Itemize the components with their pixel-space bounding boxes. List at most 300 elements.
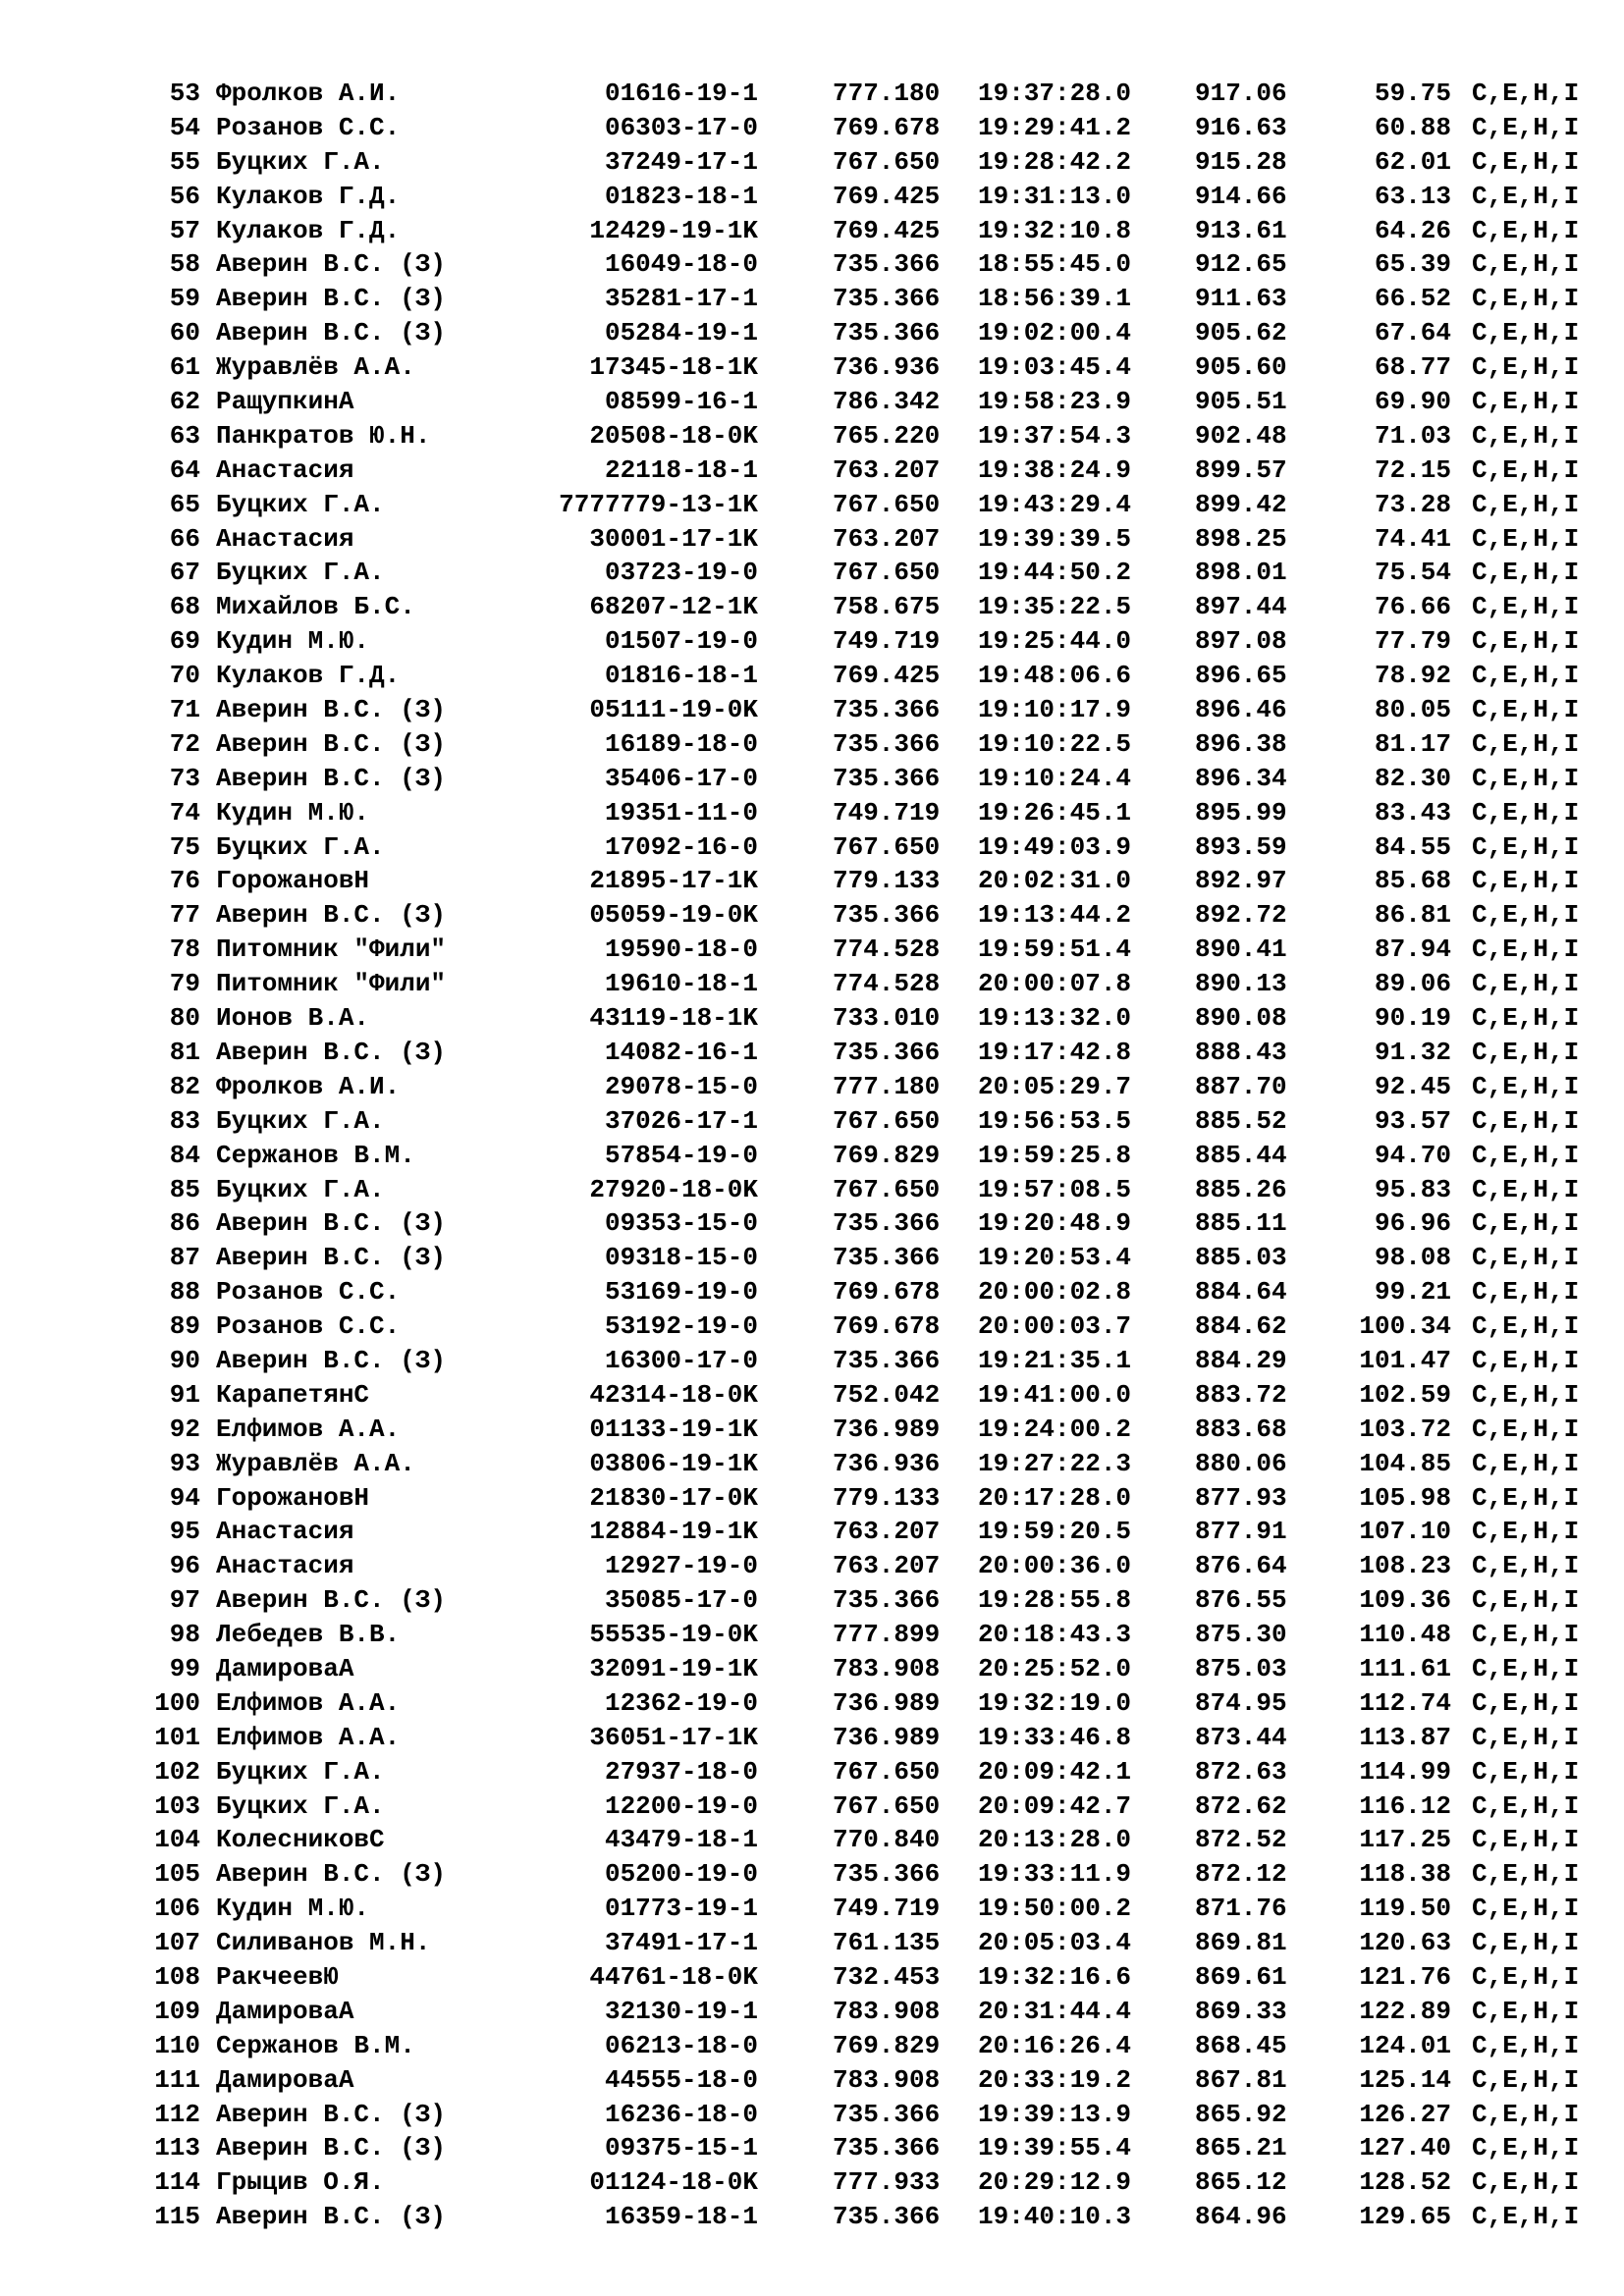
arrival-time: 19:56:53.5 xyxy=(978,1105,1132,1136)
distance: 732.453 xyxy=(833,1961,941,1992)
arrival-time: 19:40:10.3 xyxy=(978,2202,1132,2232)
coefficient-flags: C,E,H,I xyxy=(1472,1208,1580,1239)
participant-name: Розанов С.С. xyxy=(216,1311,401,1342)
distance: 735.366 xyxy=(833,284,941,314)
points: 82.30 xyxy=(1374,763,1451,793)
points: 112.74 xyxy=(1359,1687,1451,1718)
place-number: 56 xyxy=(169,181,200,211)
points: 119.50 xyxy=(1359,1894,1451,1924)
ring-number: 68207-12-1K xyxy=(589,592,758,622)
points: 75.54 xyxy=(1374,558,1451,588)
coefficient-flags: C,E,H,I xyxy=(1472,284,1580,314)
ring-number: 19351-11-0 xyxy=(604,797,758,828)
speed: 887.70 xyxy=(1195,1071,1287,1101)
participant-name: Аверин В.С. (З) xyxy=(216,728,447,759)
speed: 890.08 xyxy=(1195,1003,1287,1034)
arrival-time: 20:31:44.4 xyxy=(978,1996,1132,2026)
distance: 767.650 xyxy=(833,1756,941,1787)
distance: 786.342 xyxy=(833,387,941,417)
participant-name: Анастасия xyxy=(216,1551,354,1581)
arrival-time: 19:20:48.9 xyxy=(978,1208,1132,1239)
coefficient-flags: C,E,H,I xyxy=(1472,1379,1580,1410)
points: 80.05 xyxy=(1374,695,1451,725)
coefficient-flags: C,E,H,I xyxy=(1472,2030,1580,2060)
points: 81.17 xyxy=(1374,728,1451,759)
coefficient-flags: C,E,H,I xyxy=(1472,934,1580,965)
speed: 911.63 xyxy=(1195,284,1287,314)
participant-name: Силиванов М.Н. xyxy=(216,1928,431,1958)
ring-number: 16359-18-1 xyxy=(604,2202,758,2232)
ring-number: 01616-19-1 xyxy=(604,79,758,108)
distance: 758.675 xyxy=(833,592,941,622)
distance: 769.425 xyxy=(833,215,941,245)
points: 63.13 xyxy=(1374,181,1451,211)
distance: 774.528 xyxy=(833,969,941,999)
place-number: 85 xyxy=(169,1174,200,1204)
participant-name: Елфимов А.А. xyxy=(216,1722,401,1752)
speed: 877.91 xyxy=(1195,1517,1287,1547)
place-number: 72 xyxy=(169,728,200,759)
points: 105.98 xyxy=(1359,1482,1451,1513)
place-number: 105 xyxy=(154,1859,200,1890)
coefficient-flags: C,E,H,I xyxy=(1472,112,1580,142)
coefficient-flags: C,E,H,I xyxy=(1472,626,1580,657)
ring-number: 12429-19-1K xyxy=(589,215,758,245)
points: 76.66 xyxy=(1374,592,1451,622)
points: 103.72 xyxy=(1359,1414,1451,1444)
points: 104.85 xyxy=(1359,1448,1451,1478)
participant-name: Буцких Г.А. xyxy=(216,1756,385,1787)
coefficient-flags: C,E,H,I xyxy=(1472,1551,1580,1581)
arrival-time: 19:58:23.9 xyxy=(978,387,1132,417)
coefficient-flags: C,E,H,I xyxy=(1472,1928,1580,1958)
place-number: 62 xyxy=(169,387,200,417)
points: 101.47 xyxy=(1359,1345,1451,1375)
arrival-time: 18:55:45.0 xyxy=(978,249,1132,280)
participant-name: Анастасия xyxy=(216,454,354,485)
arrival-time: 19:39:39.5 xyxy=(978,523,1132,554)
arrival-time: 19:48:06.6 xyxy=(978,661,1132,691)
distance: 735.366 xyxy=(833,1859,941,1890)
ring-number: 7777779-13-1K xyxy=(559,489,758,519)
points: 67.64 xyxy=(1374,318,1451,348)
place-number: 99 xyxy=(169,1653,200,1683)
speed: 885.44 xyxy=(1195,1140,1287,1170)
distance: 767.650 xyxy=(833,831,941,862)
participant-name: КолесниковС xyxy=(216,1825,385,1855)
speed: 872.12 xyxy=(1195,1859,1287,1890)
distance: 767.650 xyxy=(833,489,941,519)
participant-name: Аверин В.С. (З) xyxy=(216,318,447,348)
arrival-time: 19:10:17.9 xyxy=(978,695,1132,725)
speed: 868.45 xyxy=(1195,2030,1287,2060)
points: 69.90 xyxy=(1374,387,1451,417)
points: 96.96 xyxy=(1374,1208,1451,1239)
participant-name: Аверин В.С. (З) xyxy=(216,695,447,725)
distance: 769.678 xyxy=(833,112,941,142)
distance: 767.650 xyxy=(833,1174,941,1204)
participant-name: Аверин В.С. (З) xyxy=(216,1208,447,1239)
place-number: 90 xyxy=(169,1345,200,1375)
place-number: 94 xyxy=(169,1482,200,1513)
arrival-time: 19:59:51.4 xyxy=(978,934,1132,965)
participant-name: Ионов В.А. xyxy=(216,1003,370,1034)
place-number: 98 xyxy=(169,1620,200,1650)
coefficient-flags: C,E,H,I xyxy=(1472,763,1580,793)
speed: 865.92 xyxy=(1195,2099,1287,2129)
points: 89.06 xyxy=(1374,969,1451,999)
place-number: 54 xyxy=(169,112,200,142)
coefficient-flags: C,E,H,I xyxy=(1472,420,1580,451)
speed: 905.62 xyxy=(1195,318,1287,348)
speed: 884.29 xyxy=(1195,1345,1287,1375)
arrival-time: 19:17:42.8 xyxy=(978,1037,1132,1067)
participant-name: Михайлов Б.С. xyxy=(216,592,415,622)
coefficient-flags: C,E,H,I xyxy=(1472,489,1580,519)
coefficient-flags: C,E,H,I xyxy=(1472,523,1580,554)
points: 127.40 xyxy=(1359,2133,1451,2163)
distance: 777.180 xyxy=(833,1071,941,1101)
place-number: 109 xyxy=(154,1996,200,2026)
participant-name: ДамироваА xyxy=(216,2064,354,2095)
speed: 883.68 xyxy=(1195,1414,1287,1444)
coefficient-flags: C,E,H,I xyxy=(1472,454,1580,485)
arrival-time: 19:38:24.9 xyxy=(978,454,1132,485)
arrival-time: 20:05:03.4 xyxy=(978,1928,1132,1958)
place-number: 84 xyxy=(169,1140,200,1170)
coefficient-flags: C,E,H,I xyxy=(1472,215,1580,245)
coefficient-flags: C,E,H,I xyxy=(1472,79,1580,108)
speed: 864.96 xyxy=(1195,2202,1287,2232)
coefficient-flags: C,E,H,I xyxy=(1472,1448,1580,1478)
arrival-time: 19:32:10.8 xyxy=(978,215,1132,245)
points: 120.63 xyxy=(1359,1928,1451,1958)
speed: 912.65 xyxy=(1195,249,1287,280)
distance: 735.366 xyxy=(833,2099,941,2129)
points: 113.87 xyxy=(1359,1722,1451,1752)
participant-name: Буцких Г.А. xyxy=(216,489,385,519)
ring-number: 05200-19-0 xyxy=(604,1859,758,1890)
points: 92.45 xyxy=(1374,1071,1451,1101)
speed: 885.03 xyxy=(1195,1243,1287,1273)
points: 91.32 xyxy=(1374,1037,1451,1067)
points: 102.59 xyxy=(1359,1379,1451,1410)
ring-number: 43119-18-1K xyxy=(589,1003,758,1034)
points: 62.01 xyxy=(1374,146,1451,177)
speed: 883.72 xyxy=(1195,1379,1287,1410)
ring-number: 16049-18-0 xyxy=(604,249,758,280)
participant-name: Елфимов А.А. xyxy=(216,1687,401,1718)
arrival-time: 19:26:45.1 xyxy=(978,797,1132,828)
participant-name: Аверин В.С. (З) xyxy=(216,1859,447,1890)
distance: 735.366 xyxy=(833,2202,941,2232)
arrival-time: 19:03:45.4 xyxy=(978,352,1132,383)
points: 77.79 xyxy=(1374,626,1451,657)
points: 122.89 xyxy=(1359,1996,1451,2026)
coefficient-flags: C,E,H,I xyxy=(1472,728,1580,759)
ring-number: 35281-17-1 xyxy=(604,284,758,314)
participant-name: ГорожановН xyxy=(216,1482,370,1513)
arrival-time: 20:25:52.0 xyxy=(978,1653,1132,1683)
participant-name: Фролков А.И. xyxy=(216,79,401,108)
distance: 736.936 xyxy=(833,352,941,383)
arrival-time: 19:59:25.8 xyxy=(978,1140,1132,1170)
place-number: 89 xyxy=(169,1311,200,1342)
points: 83.43 xyxy=(1374,797,1451,828)
arrival-time: 18:56:39.1 xyxy=(978,284,1132,314)
participant-name: Аверин В.С. (З) xyxy=(216,1037,447,1067)
arrival-time: 19:13:44.2 xyxy=(978,900,1132,931)
coefficient-flags: C,E,H,I xyxy=(1472,1756,1580,1787)
distance: 735.366 xyxy=(833,1585,941,1616)
place-number: 112 xyxy=(154,2099,200,2129)
participant-name: Елфимов А.А. xyxy=(216,1414,401,1444)
participant-name: Питомник "Фили" xyxy=(216,969,447,999)
points: 99.21 xyxy=(1374,1277,1451,1308)
place-number: 97 xyxy=(169,1585,200,1616)
speed: 865.21 xyxy=(1195,2133,1287,2163)
ring-number: 55535-19-0K xyxy=(589,1620,758,1650)
speed: 871.76 xyxy=(1195,1894,1287,1924)
arrival-time: 19:32:19.0 xyxy=(978,1687,1132,1718)
coefficient-flags: C,E,H,I xyxy=(1472,1585,1580,1616)
place-number: 73 xyxy=(169,763,200,793)
distance: 769.829 xyxy=(833,2030,941,2060)
distance: 763.207 xyxy=(833,1517,941,1547)
speed: 875.30 xyxy=(1195,1620,1287,1650)
distance: 735.366 xyxy=(833,695,941,725)
arrival-time: 19:31:13.0 xyxy=(978,181,1132,211)
place-number: 88 xyxy=(169,1277,200,1308)
speed: 888.43 xyxy=(1195,1037,1287,1067)
points: 125.14 xyxy=(1359,2064,1451,2095)
points: 118.38 xyxy=(1359,1859,1451,1890)
place-number: 77 xyxy=(169,900,200,931)
distance: 749.719 xyxy=(833,1894,941,1924)
arrival-time: 20:17:28.0 xyxy=(978,1482,1132,1513)
distance: 783.908 xyxy=(833,2064,941,2095)
participant-name: Анастасия xyxy=(216,523,354,554)
arrival-time: 19:33:11.9 xyxy=(978,1859,1132,1890)
participant-name: Буцких Г.А. xyxy=(216,1790,385,1821)
arrival-time: 19:33:46.8 xyxy=(978,1722,1132,1752)
place-number: 115 xyxy=(154,2202,200,2232)
ring-number: 21830-17-0K xyxy=(589,1482,758,1513)
place-number: 111 xyxy=(154,2064,200,2095)
arrival-time: 19:28:55.8 xyxy=(978,1585,1132,1616)
coefficient-flags: C,E,H,I xyxy=(1472,866,1580,896)
speed: 913.61 xyxy=(1195,215,1287,245)
distance: 735.366 xyxy=(833,1037,941,1067)
participant-name: Аверин В.С. (З) xyxy=(216,1345,447,1375)
speed: 867.81 xyxy=(1195,2064,1287,2095)
distance: 767.650 xyxy=(833,558,941,588)
participant-name: ДамироваА xyxy=(216,1996,354,2026)
ring-number: 09353-15-0 xyxy=(604,1208,758,1239)
speed: 885.26 xyxy=(1195,1174,1287,1204)
participant-name: ГорожановН xyxy=(216,866,370,896)
participant-name: Буцких Г.А. xyxy=(216,1105,385,1136)
participant-name: КарапетянС xyxy=(216,1379,370,1410)
distance: 769.425 xyxy=(833,661,941,691)
participant-name: Журавлёв А.А. xyxy=(216,1448,415,1478)
place-number: 57 xyxy=(169,215,200,245)
distance: 736.989 xyxy=(833,1687,941,1718)
coefficient-flags: C,E,H,I xyxy=(1472,1243,1580,1273)
distance: 735.366 xyxy=(833,900,941,931)
distance: 779.133 xyxy=(833,866,941,896)
arrival-time: 19:57:08.5 xyxy=(978,1174,1132,1204)
arrival-time: 19:27:22.3 xyxy=(978,1448,1132,1478)
points: 126.27 xyxy=(1359,2099,1451,2129)
arrival-time: 19:20:53.4 xyxy=(978,1243,1132,1273)
points: 60.88 xyxy=(1374,112,1451,142)
participant-name: Аверин В.С. (З) xyxy=(216,1585,447,1616)
ring-number: 37491-17-1 xyxy=(604,1928,758,1958)
distance: 735.366 xyxy=(833,318,941,348)
speed: 896.38 xyxy=(1195,728,1287,759)
points: 68.77 xyxy=(1374,352,1451,383)
distance: 769.678 xyxy=(833,1311,941,1342)
speed: 890.41 xyxy=(1195,934,1287,965)
coefficient-flags: C,E,H,I xyxy=(1472,1345,1580,1375)
place-number: 101 xyxy=(154,1722,200,1752)
coefficient-flags: C,E,H,I xyxy=(1472,592,1580,622)
participant-name: Кулаков Г.Д. xyxy=(216,181,401,211)
participant-name: РащупкинА xyxy=(216,387,354,417)
arrival-time: 19:44:50.2 xyxy=(978,558,1132,588)
points: 93.57 xyxy=(1374,1105,1451,1136)
ring-number: 12927-19-0 xyxy=(604,1551,758,1581)
distance: 767.650 xyxy=(833,1105,941,1136)
place-number: 92 xyxy=(169,1414,200,1444)
distance: 736.989 xyxy=(833,1722,941,1752)
ring-number: 27920-18-0K xyxy=(589,1174,758,1204)
place-number: 96 xyxy=(169,1551,200,1581)
arrival-time: 19:59:20.5 xyxy=(978,1517,1132,1547)
ring-number: 16236-18-0 xyxy=(604,2099,758,2129)
ring-number: 19590-18-0 xyxy=(604,934,758,965)
place-number: 69 xyxy=(169,626,200,657)
arrival-time: 19:35:22.5 xyxy=(978,592,1132,622)
ring-number: 21895-17-1K xyxy=(589,866,758,896)
speed: 874.95 xyxy=(1195,1687,1287,1718)
ring-number: 43479-18-1 xyxy=(604,1825,758,1855)
distance: 735.366 xyxy=(833,763,941,793)
points: 73.28 xyxy=(1374,489,1451,519)
ring-number: 30001-17-1K xyxy=(589,523,758,554)
arrival-time: 20:29:12.9 xyxy=(978,2167,1132,2198)
arrival-time: 19:24:00.2 xyxy=(978,1414,1132,1444)
distance: 765.220 xyxy=(833,420,941,451)
points: 117.25 xyxy=(1359,1825,1451,1855)
distance: 735.366 xyxy=(833,1208,941,1239)
ring-number: 19610-18-1 xyxy=(604,969,758,999)
participant-name: Питомник "Фили" xyxy=(216,934,447,965)
ring-number: 03723-19-0 xyxy=(604,558,758,588)
ring-number: 05284-19-1 xyxy=(604,318,758,348)
speed: 914.66 xyxy=(1195,181,1287,211)
place-number: 110 xyxy=(154,2030,200,2060)
participant-name: РакчеевЮ xyxy=(216,1961,339,1992)
place-number: 100 xyxy=(154,1687,200,1718)
coefficient-flags: C,E,H,I xyxy=(1472,1174,1580,1204)
place-number: 68 xyxy=(169,592,200,622)
place-number: 53 xyxy=(169,79,200,108)
speed: 872.52 xyxy=(1195,1825,1287,1855)
distance: 774.528 xyxy=(833,934,941,965)
distance: 777.899 xyxy=(833,1620,941,1650)
distance: 779.133 xyxy=(833,1482,941,1513)
speed: 899.42 xyxy=(1195,489,1287,519)
participant-name: Аверин В.С. (З) xyxy=(216,284,447,314)
place-number: 66 xyxy=(169,523,200,554)
coefficient-flags: C,E,H,I xyxy=(1472,1003,1580,1034)
speed: 880.06 xyxy=(1195,1448,1287,1478)
speed: 865.12 xyxy=(1195,2167,1287,2198)
distance: 761.135 xyxy=(833,1928,941,1958)
speed: 898.01 xyxy=(1195,558,1287,588)
coefficient-flags: C,E,H,I xyxy=(1472,1071,1580,1101)
participant-name: Кудин М.Ю. xyxy=(216,1894,370,1924)
points: 121.76 xyxy=(1359,1961,1451,1992)
arrival-time: 19:13:32.0 xyxy=(978,1003,1132,1034)
arrival-time: 19:37:28.0 xyxy=(978,79,1132,108)
coefficient-flags: C,E,H,I xyxy=(1472,249,1580,280)
ring-number: 09375-15-1 xyxy=(604,2133,758,2163)
participant-name: Кудин М.Ю. xyxy=(216,626,370,657)
ring-number: 32130-19-1 xyxy=(604,1996,758,2026)
arrival-time: 20:18:43.3 xyxy=(978,1620,1132,1650)
place-number: 93 xyxy=(169,1448,200,1478)
place-number: 103 xyxy=(154,1790,200,1821)
distance: 735.366 xyxy=(833,1243,941,1273)
distance: 735.366 xyxy=(833,728,941,759)
distance: 769.425 xyxy=(833,181,941,211)
distance: 767.650 xyxy=(833,1790,941,1821)
coefficient-flags: C,E,H,I xyxy=(1472,1961,1580,1992)
points: 84.55 xyxy=(1374,831,1451,862)
place-number: 63 xyxy=(169,420,200,451)
arrival-time: 19:29:41.2 xyxy=(978,112,1132,142)
participant-name: Грыцив О.Я. xyxy=(216,2167,385,2198)
distance: 752.042 xyxy=(833,1379,941,1410)
distance: 783.908 xyxy=(833,1653,941,1683)
place-number: 60 xyxy=(169,318,200,348)
ring-number: 17092-16-0 xyxy=(604,831,758,862)
speed: 896.34 xyxy=(1195,763,1287,793)
place-number: 102 xyxy=(154,1756,200,1787)
ring-number: 17345-18-1K xyxy=(589,352,758,383)
place-number: 65 xyxy=(169,489,200,519)
place-number: 95 xyxy=(169,1517,200,1547)
speed: 892.72 xyxy=(1195,900,1287,931)
points: 95.83 xyxy=(1374,1174,1451,1204)
points: 59.75 xyxy=(1374,79,1451,108)
distance: 763.207 xyxy=(833,454,941,485)
arrival-time: 19:21:35.1 xyxy=(978,1345,1132,1375)
participant-name: Аверин В.С. (З) xyxy=(216,900,447,931)
speed: 884.64 xyxy=(1195,1277,1287,1308)
ring-number: 09318-15-0 xyxy=(604,1243,758,1273)
speed: 872.62 xyxy=(1195,1790,1287,1821)
speed: 890.13 xyxy=(1195,969,1287,999)
distance: 767.650 xyxy=(833,146,941,177)
distance: 749.719 xyxy=(833,626,941,657)
points: 72.15 xyxy=(1374,454,1451,485)
ring-number: 44555-18-0 xyxy=(604,2064,758,2095)
participant-name: Аверин В.С. (З) xyxy=(216,2202,447,2232)
